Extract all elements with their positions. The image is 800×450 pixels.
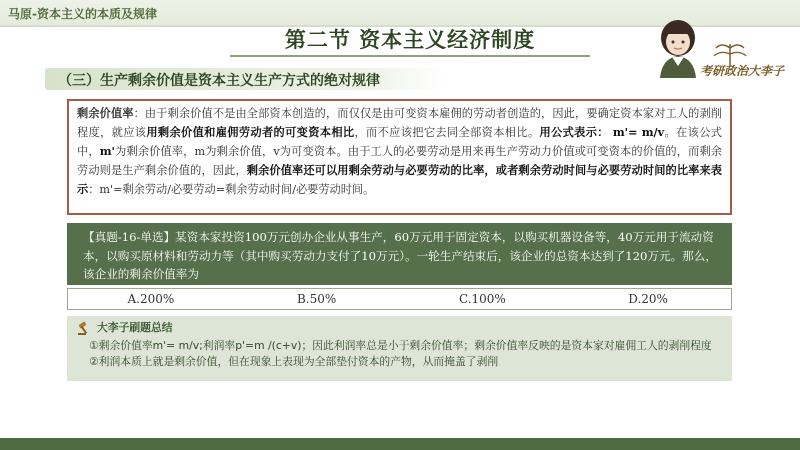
- definition-emphasis: 用公式表示：: [539, 125, 609, 139]
- definition-text: ：m'=剩余劳动/必要劳动=剩余劳动时间/必要劳动时间。: [88, 183, 375, 196]
- gavel-icon: [77, 321, 91, 335]
- question-text: 【真题-16-单选】某资本家投资100万元创办企业从事生产，60万元用于固定资本，以购买机器设备等，40万元用于流动资本，以购买原材料和劳动力等（其中购买劳动力支付了10万元）。一轮生产结束后，该企业的总资本达到了120万元。那么，该企业的剩余价值率为: [83, 230, 717, 281]
- definition-text: ，而不应该把它去同全部资本相比。: [354, 126, 540, 139]
- summary-line-1: ①剩余价值率m'= m/v;利润率p'=m /(c+v)；因此利润率总是小于剩余价值率；剩余价值率反映的是资本家对雇佣工人的剥削程度: [89, 339, 712, 352]
- teacher-avatar-icon: [652, 16, 704, 78]
- option-c[interactable]: C.100%: [458, 292, 506, 306]
- sub-heading: （三）生产剩余价值是资本主义生产方式的绝对规律: [58, 73, 380, 89]
- summary-header: [77, 320, 722, 336]
- definition-text: ：由于剩余价值不是由全部资本创造的，而仅仅是由可变资本雇佣的劳动者创造的，因此，要确定资本家对工人的剥削程度，就应该: [77, 107, 722, 139]
- section-underline: [230, 55, 590, 57]
- section-title: 第二节 资本主义经济制度: [284, 28, 536, 52]
- brand-name: 考研政治大李子: [700, 64, 785, 78]
- course-title: 马原-资本主义的本质及规律: [8, 7, 157, 21]
- formula: m'= m/v: [612, 125, 665, 139]
- option-a[interactable]: A.200%: [127, 292, 175, 306]
- formula-symbol: m': [99, 144, 115, 158]
- summary-box: [67, 316, 732, 381]
- summary-title: 大李子刷题总结: [97, 321, 173, 334]
- definition-text: 。在该公式中，: [77, 126, 722, 158]
- definition-term: 剩余价值率: [77, 107, 134, 120]
- summary-line-2: ②利润本质上就是剩余价值，但在现象上表现为全部垫付资本的产物，从而掩盖了剥削: [89, 355, 499, 368]
- definition-emphasis: 剩余价值率还可以用剩余劳动与必要劳动的比率，或者剩余劳动时间与必要劳动时间的比率来表示: [77, 163, 722, 196]
- definition-text: 为剩余价值率，m为剩余价值，v为可变资本。由于工人的必要劳动是用来再生产劳动力价值或可变资本的价值的，而剩余劳动则是生产剩余价值的，因此，: [77, 145, 722, 177]
- option-d[interactable]: D.20%: [628, 292, 668, 306]
- definition-emphasis: 用剩余价值和雇佣劳动者的可变资本相比: [146, 125, 355, 139]
- definition-box: [67, 99, 732, 215]
- option-b[interactable]: B.50%: [296, 292, 337, 306]
- question-box: [67, 223, 732, 285]
- footer-bar: [0, 438, 800, 450]
- answer-options: [67, 288, 732, 310]
